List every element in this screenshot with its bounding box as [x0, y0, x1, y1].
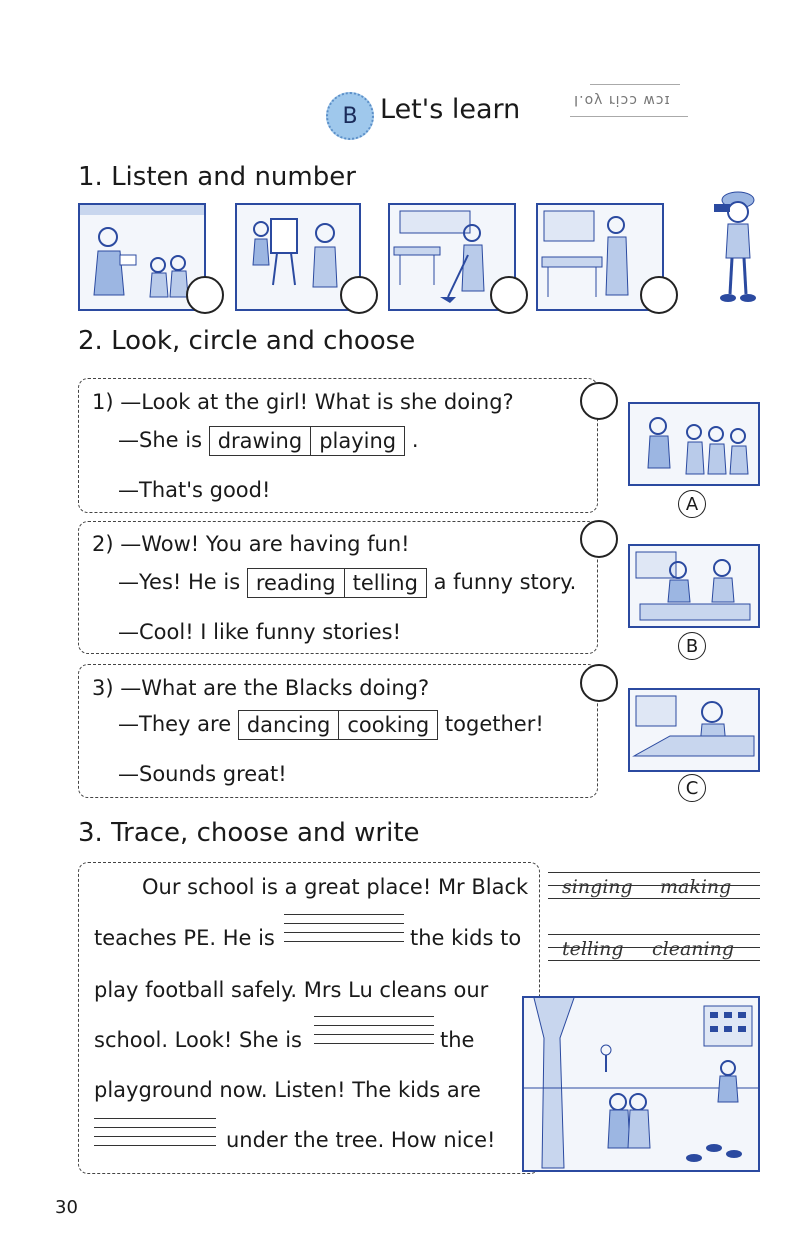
blank-3[interactable] — [94, 1118, 216, 1148]
dialogue-line-end: . — [411, 428, 419, 452]
dialogue-line: —Yes! He is — [118, 570, 241, 594]
option-letter-c: C — [678, 774, 706, 802]
choice-cooking[interactable]: cooking — [338, 711, 437, 739]
dialogue-line: —Wow! You are having fun! — [120, 532, 410, 556]
dialogue-1-line-2 — [118, 426, 419, 456]
dialogue-3-line-2 — [118, 710, 544, 740]
passage-line-4-start: school. Look! She is — [94, 1028, 302, 1052]
passage-line-5: playground now. Listen! The kids are — [94, 1078, 481, 1102]
answer-circle-1[interactable] — [186, 276, 224, 314]
dialogue-2-line-1 — [92, 532, 410, 556]
word-choice-box — [247, 568, 427, 598]
choice-reading[interactable]: reading — [255, 571, 336, 595]
girl-drawing-at-desk-illustration — [630, 690, 758, 770]
item-number: 1) — [92, 390, 114, 414]
option-letter-b: B — [678, 632, 706, 660]
dialogue-3-line-3: —Sounds great! — [118, 762, 287, 786]
answer-circle-3[interactable] — [490, 276, 528, 314]
trace-word-singing[interactable]: singing — [562, 876, 633, 898]
option-letter-a: A — [678, 490, 706, 518]
girl-with-binoculars-illustration — [708, 188, 768, 306]
blank-1[interactable] — [284, 914, 404, 944]
dialogue-2-line-3: —Cool! I like funny stories! — [118, 620, 402, 644]
choice-telling[interactable]: telling — [344, 569, 426, 597]
trace-word-cleaning[interactable]: cleaning — [652, 938, 735, 960]
section-3-heading: 3. Trace, choose and write — [78, 818, 420, 848]
faint-line-top — [590, 84, 680, 85]
playground-picture — [522, 996, 760, 1172]
trace-word-making[interactable]: making — [660, 876, 732, 898]
section-2-heading: 2. Look, circle and choose — [78, 326, 416, 356]
kids-listening-story-illustration — [630, 404, 758, 484]
option-picture-b — [628, 544, 760, 628]
blank-2[interactable] — [314, 1016, 434, 1046]
passage-line-2-end: the kids to — [410, 926, 522, 950]
answer-circle-q2-3[interactable] — [580, 664, 618, 702]
dialogue-3-line-1 — [92, 676, 429, 700]
passage-line-2-start: teaches PE. He is — [94, 926, 275, 950]
choice-dancing[interactable]: dancing — [246, 713, 331, 737]
choice-drawing[interactable]: drawing — [217, 429, 303, 453]
page-number: 30 — [55, 1197, 78, 1218]
dialogue-2-line-2 — [118, 568, 576, 598]
answer-circle-4[interactable] — [640, 276, 678, 314]
passage-line-1: Our school is a great place! Mr Black — [142, 875, 529, 899]
schoolyard-illustration — [524, 998, 758, 1170]
dialogue-line: —She is — [118, 428, 203, 452]
dialogue-1-line-3: —That's good! — [118, 478, 271, 502]
dialogue-line-end: together! — [444, 712, 544, 736]
faint-line-bottom — [570, 116, 688, 117]
dialogue-1-line-1 — [92, 390, 514, 414]
family-cooking-illustration — [630, 546, 758, 626]
word-choice-box — [238, 710, 438, 740]
answer-circle-q2-2[interactable] — [580, 520, 618, 558]
passage-line-3: play football safely. Mrs Lu cleans our — [94, 978, 489, 1002]
option-picture-c — [628, 688, 760, 772]
badge-letter: B — [342, 103, 358, 129]
word-choice-box — [209, 426, 405, 456]
section-b-badge — [326, 92, 374, 140]
dialogue-line: —Look at the girl! What is she doing? — [120, 390, 514, 414]
item-number: 2) — [92, 532, 114, 556]
answer-circle-q2-1[interactable] — [580, 382, 618, 420]
option-picture-a — [628, 402, 760, 486]
trace-word-telling[interactable]: telling — [562, 938, 624, 960]
bleed-through-text: I.oy riɔɔ wɔɪ — [574, 92, 671, 108]
passage-line-6-end: under the tree. How nice! — [226, 1128, 496, 1152]
page-title: Let's learn — [380, 94, 521, 125]
dialogue-line: —What are the Blacks doing? — [120, 676, 430, 700]
dialogue-line: —They are — [118, 712, 232, 736]
passage-line-4-end: the — [440, 1028, 475, 1052]
item-number: 3) — [92, 676, 114, 700]
choice-playing[interactable]: playing — [310, 427, 404, 455]
answer-circle-2[interactable] — [340, 276, 378, 314]
dialogue-line-end: a funny story. — [433, 570, 577, 594]
section-1-heading: 1. Listen and number — [78, 162, 356, 192]
